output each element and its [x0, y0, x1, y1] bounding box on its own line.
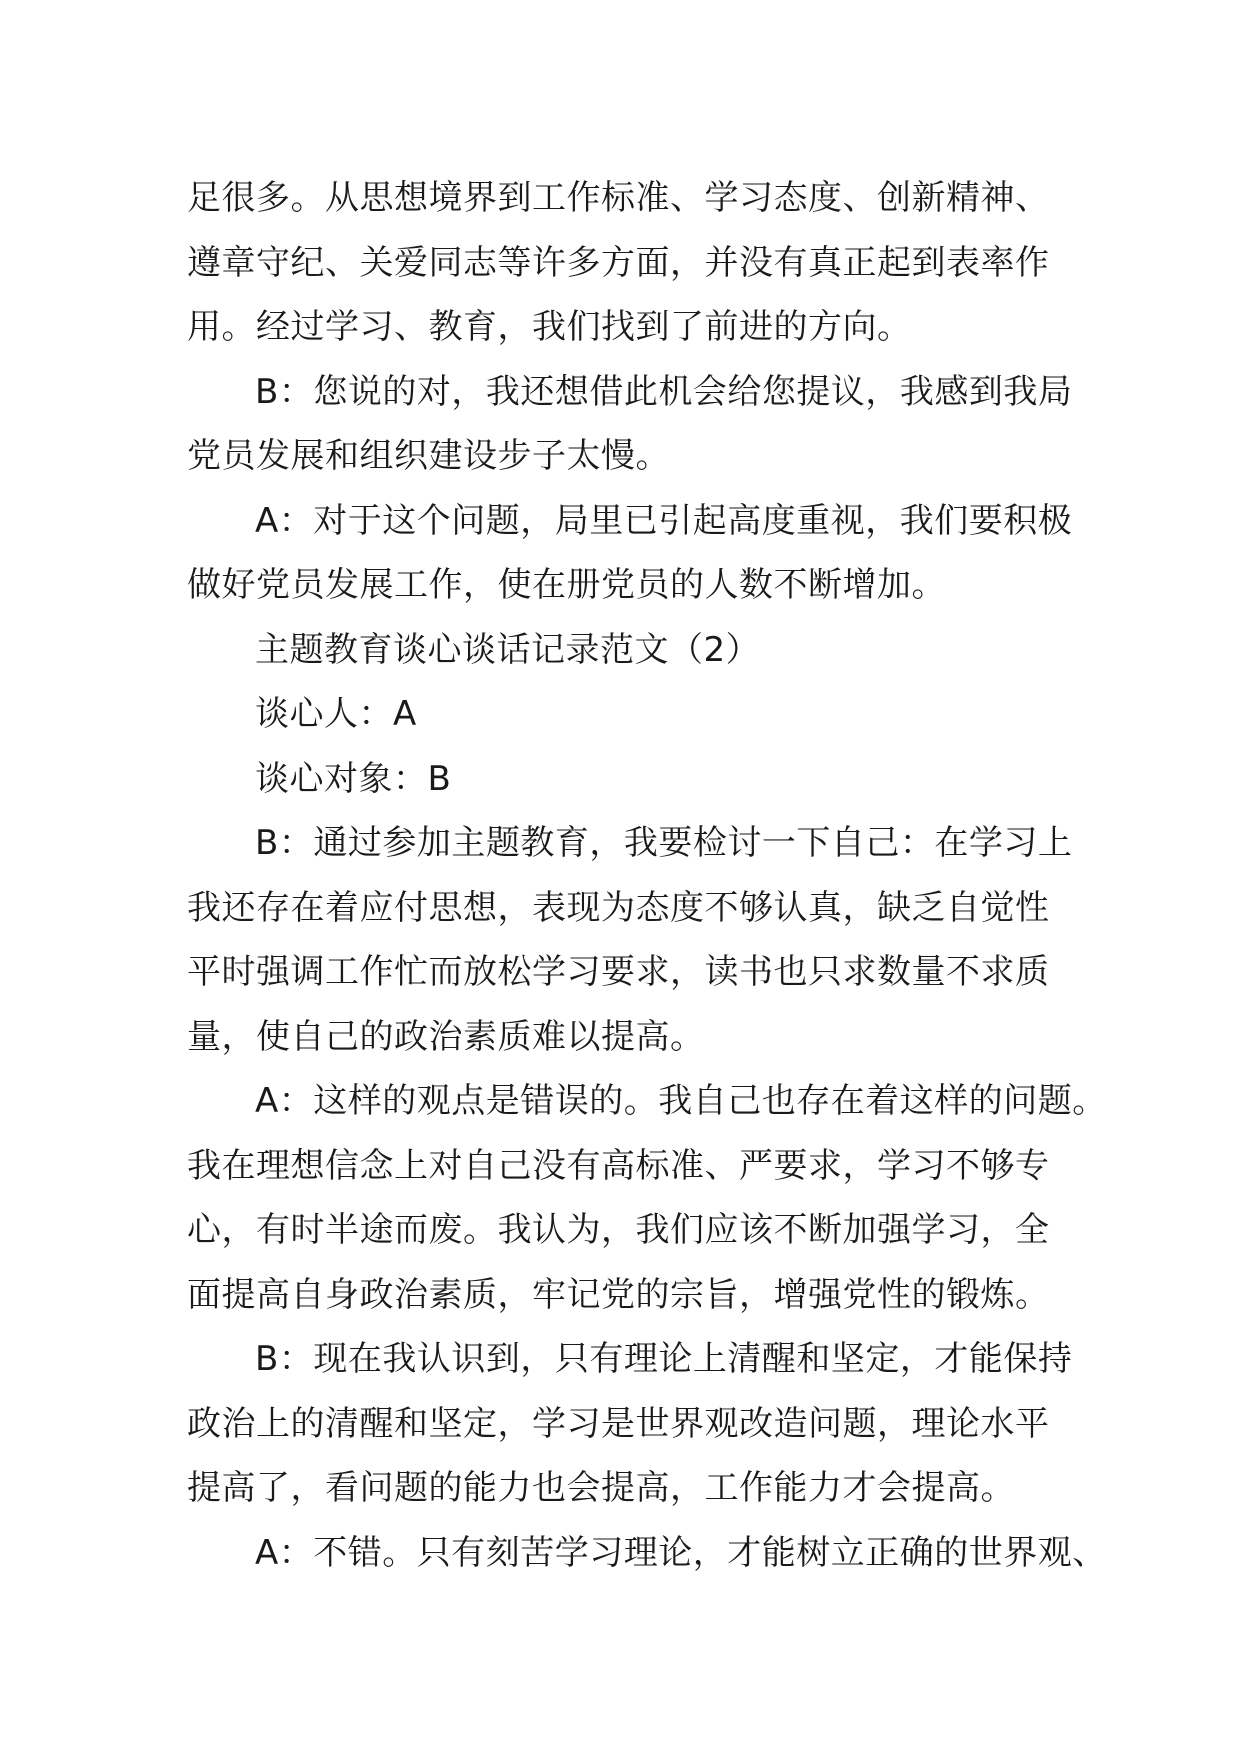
text-line: 我还存在着应付思想，表现为态度不够认真，缺乏自觉性: [187, 887, 1050, 928]
text-line: 政治上的清醒和坚定，学习是世界观改造问题，理论水平: [187, 1403, 1050, 1444]
text-line: A：这样的观点是错误的。我自己也存在着这样的问题。: [255, 1081, 1107, 1121]
text-line: 提高了，看问题的能力也会提高，工作能力才会提高。: [187, 1468, 1015, 1508]
text-line: 遵章守纪、关爱同志等许多方面，并没有真正起到表率作: [187, 242, 1050, 283]
text-line: 我在理想信念上对自己没有高标准、严要求，学习不够专: [187, 1145, 1050, 1186]
text-line: B：现在我认识到，只有理论上清醒和坚定，才能保持: [255, 1339, 1073, 1379]
text-line: 主题教育谈心谈话记录范文（2）: [255, 629, 761, 670]
text-line: 量，使自己的政治素质难以提高。: [187, 1016, 705, 1057]
text-line: A：对于这个问题，局里已引起高度重视，我们要积极: [255, 500, 1073, 541]
text-line: 做好党员发展工作，使在册党员的人数不断增加。: [187, 565, 946, 605]
text-line: B：您说的对，我还想借此机会给您提议，我感到我局: [255, 371, 1073, 412]
text-line: 足很多。从思想境界到工作标准、学习态度、创新精神、: [187, 178, 1050, 218]
text-line: B：通过参加主题教育，我要检讨一下自己：在学习上: [255, 823, 1073, 863]
text-line: 平时强调工作忙而放松学习要求，读书也只求数量不求质: [187, 952, 1050, 992]
text-line: 谈心人：A: [255, 694, 417, 734]
text-line: 谈心对象：B: [255, 758, 452, 799]
text-line: 用。经过学习、教育，我们找到了前进的方向。: [187, 307, 912, 347]
text-line: 心，有时半途而废。我认为，我们应该不断加强学习，全: [187, 1210, 1050, 1250]
text-line: 党员发展和组织建设步子太慢。: [187, 436, 670, 476]
text-line: A：不错。只有刻苦学习理论，才能树立正确的世界观、: [255, 1532, 1107, 1573]
document-body: [187, 166, 1107, 1585]
text-line: 面提高自身政治素质，牢记党的宗旨，增强党性的锻炼。: [187, 1274, 1050, 1315]
